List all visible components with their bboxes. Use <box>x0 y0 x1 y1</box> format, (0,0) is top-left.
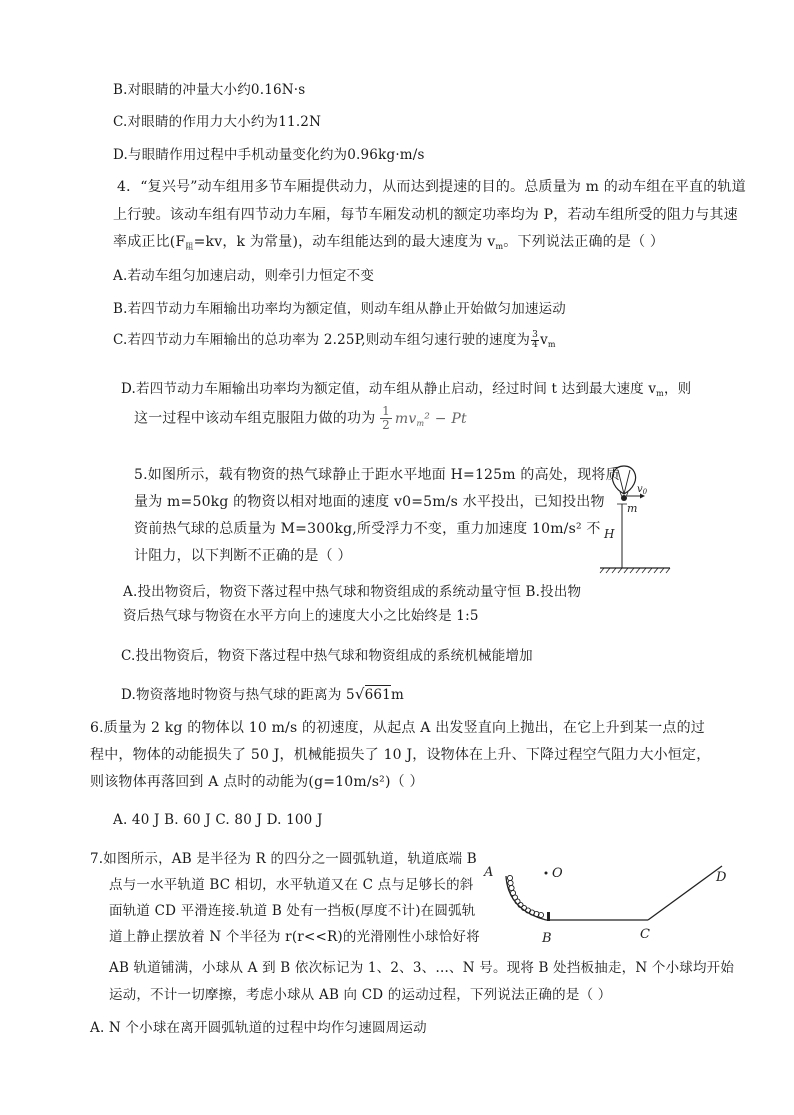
q5-option-b: 资后热气球与物资在水平方向上的速度大小之比始终是 1:5 <box>123 608 479 624</box>
q4-stem-line1: 4．“复兴号”动车组用多节车厢提供动力，从而达到提速的目的。总质量为 m 的动车组在平直的轨道 <box>117 179 746 195</box>
q7-stem-line2: 点与一水平轨道 BC 相切，水平轨道又在 C 点与足够长的斜 <box>109 877 474 893</box>
q7-stem-line6: 运动，不计一切摩擦，考虑小球从 AB 向 CD 的运动过程，下列说法正确的是（ ） <box>109 987 612 1003</box>
q5-option-d: D.物资落地时物资与热气球的距离为 5√661m <box>121 685 404 703</box>
height-label: H <box>604 527 615 541</box>
q7-option-a: A. N 个小球在离开圆弧轨道的过程中均作匀速圆周运动 <box>90 1020 427 1036</box>
q6-options: A. 40 J B. 60 J C. 80 J D. 100 J <box>113 812 323 828</box>
point-a-label: A <box>484 865 494 880</box>
q3-option-d: D.与眼睛作用过程中手机动量变化约为0.96kg·m/s <box>113 147 425 163</box>
center-o-dot <box>545 872 548 875</box>
q7-stem-line1: 7.如图所示，AB 是半径为 R 的四分之一圆弧轨道，轨道底端 B <box>90 851 477 867</box>
q5-stem-line1: 5.如图所示，载有物资的热气球静止于距水平地面 H=125m 的高处，现将质 <box>134 467 620 483</box>
point-b-label: B <box>542 931 552 946</box>
q5-option-c: C.投出物资后，物资下落过程中热气球和物资组成的系统机械能增加 <box>121 648 533 664</box>
q3-option-b: B.对眼睛的冲量大小约0.16N·s <box>113 82 306 98</box>
q5-option-a: A.投出物资后，物资下落过程中热气球和物资组成的系统动量守恒 B.投出物 <box>123 584 582 600</box>
q6-stem-line3: 则该物体再落回到 A 点时的动能为(g=10m/s²)（ ） <box>90 774 424 790</box>
track-figure <box>478 856 746 952</box>
balloon-envelope <box>612 466 635 494</box>
q4-option-d-line1: D.若四节动力车厢输出功率均为额定值，动车组从静止启动，经过时间 t 达到最大速度 $v_m$，则 <box>121 381 692 398</box>
fraction-three-quarters: $\frac{3}{4}$ <box>532 330 539 350</box>
q6-stem-line1: 6.质量为 2 kg 的物体以 10 m/s 的初速度，从起点 A 出发竖直向上抛出，在它上升到某一点的过 <box>90 720 706 736</box>
point-c-label: C <box>640 927 650 942</box>
mass-label: m <box>627 502 638 515</box>
q3-option-c: C.对眼睛的作用力大小约为11.2N <box>113 114 322 130</box>
q5-stem-line3: 资前热气球的总质量为 M=300kg,所受浮力不变，重力加速度 10m/s² 不 <box>134 521 601 537</box>
q7-stem-line5: AB 轨道铺满，小球从 A 到 B 依次标记为 1、2、3、…、N 号。现将 B 处挡板抽走，N 个小球均开始 <box>109 960 735 976</box>
q7-stem-line4: 道上静止摆放着 N 个半径为 r(r<<R)的光滑刚性小球恰好将 <box>109 929 480 945</box>
ball-row <box>507 875 543 917</box>
q6-stem-line2: 程中，物体的动能损失了 50 J，机械能损失了 10 J，设物体在上升、下降过程空气阻力大小恒定， <box>90 747 711 763</box>
q4-option-c: C.若四节动力车厢输出的总功率为 2.25P,则动车组匀速行驶的速度为 $\frac{3}{4}$ $v_m$ <box>113 330 556 350</box>
balloon-figure <box>598 462 674 580</box>
q7-stem-line3: 面轨道 CD 平滑连接.轨道 B 处有一挡板(厚度不计)在圆弧轨 <box>109 903 476 919</box>
q4-option-d-line2: 这一过程中该动车组克服阻力做的功为 $\frac{1}{2}$ $mv_m^2 - Pt$ <box>134 404 467 432</box>
point-o-label: O <box>552 866 563 881</box>
q4-stem-line2: 上行驶。该动车组有四节动力车厢，每节车厢发动机的额定功率均为 P，若动车组所受的阻力与其速 <box>113 207 738 223</box>
q5-stem-line4: 计阻力，以下判断不正确的是（ ） <box>134 548 352 564</box>
q5-stem-line2: 量为 m=50kg 的物资以相对地面的速度 v0=5m/s 水平投出，已知投出物 <box>134 494 605 510</box>
q4-option-a: A.若动车组匀加速启动，则牵引力恒定不变 <box>113 268 375 284</box>
work-formula: $\frac{1}{2}$ $mv_m^2 - Pt$ <box>382 404 467 432</box>
cargo-dot <box>621 495 627 501</box>
track-cd <box>648 866 722 920</box>
v0-label: $v_0$ <box>637 484 648 496</box>
q4-option-b: B.若四节动力车厢输出功率均为额定值，则动车组从静止开始做匀加速运动 <box>113 301 567 317</box>
point-d-label: D <box>716 870 727 885</box>
q4-stem-line3: 率成正比($F_阻=kv$，k 为常量)，动车组能达到的最大速度为 $v_m$。下列说法正确的是（ ） <box>113 234 665 251</box>
